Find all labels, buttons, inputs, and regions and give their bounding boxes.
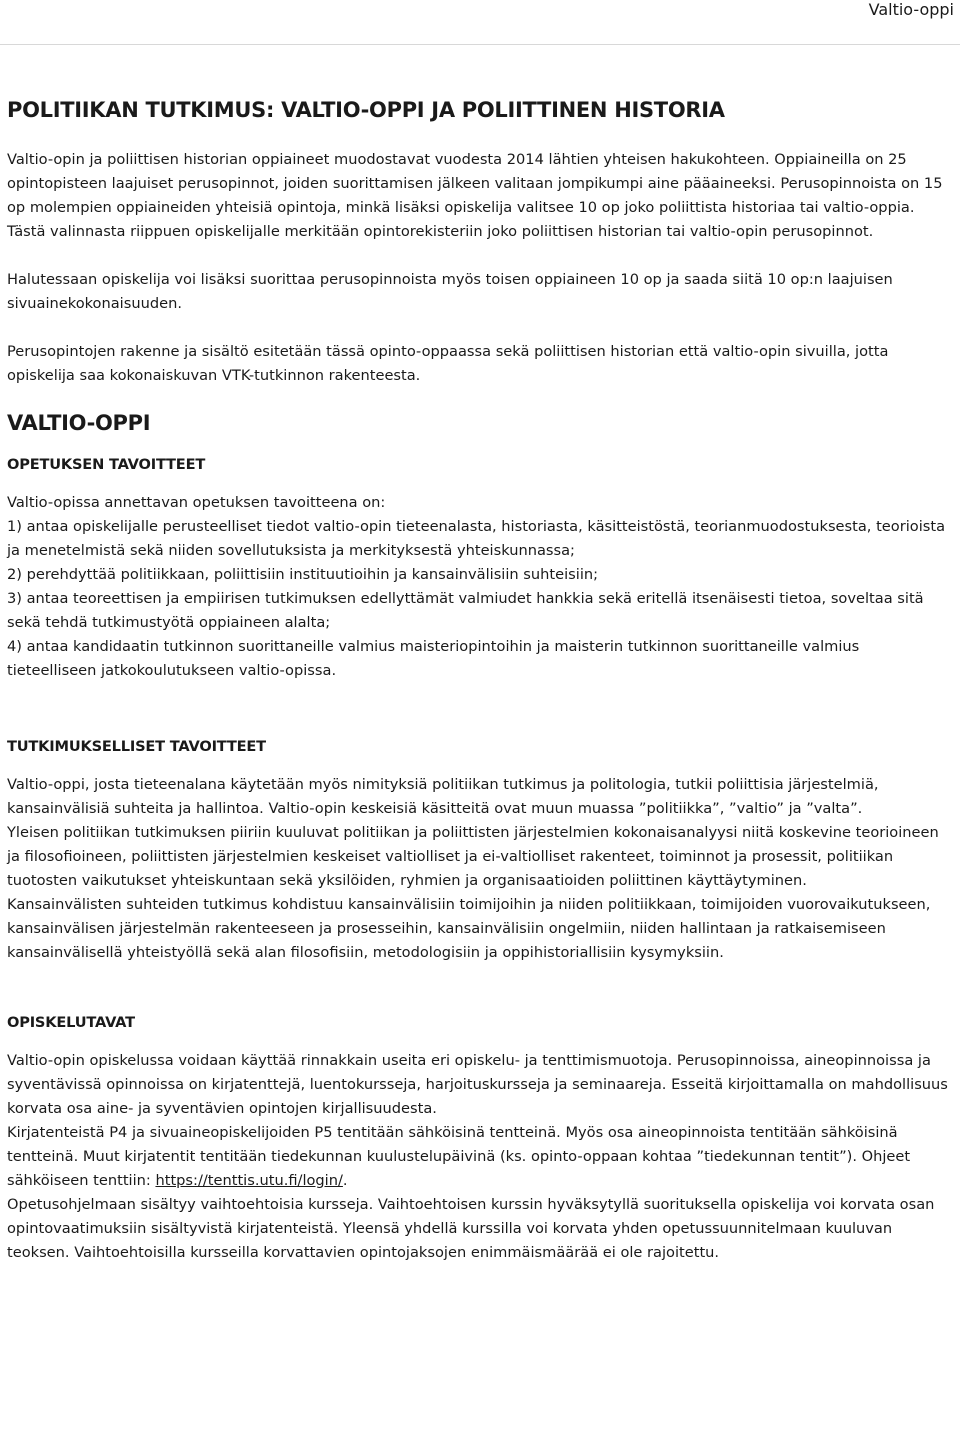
research-heading: TUTKIMUKSELLISET TAVOITTEET [7, 738, 266, 755]
electronic-exam-link[interactable]: https://tenttis.utu.fi/login/ [155, 1172, 343, 1189]
goals-heading: OPETUKSEN TAVOITTEET [7, 456, 206, 473]
goals-item: 3) antaa teoreettisen ja empiirisen tutkimuksen edellyttämät valmiudet hankkia sekä eritellä itsenäisesti tietoa, soveltaa sitä sekä tehdä tutkimustyötä oppiaineen alalta; [7, 590, 924, 631]
page-header [0, 0, 960, 45]
section-title: VALTIO-OPPI [7, 411, 151, 435]
study-paragraph-2 [7, 1121, 952, 1193]
study-paragraph-3: Opetusohjelmaan sisältyy vaihtoehtoisia kursseja. Vaihtoehtoisen kurssin hyväksytyllä suorituksella opiskelija voi korvata osan opintovaatimuksiin sisältyvistä kirjatenteistä. Yleensä yhdellä kurssilla voi korvata yhden opetussuunnitelmaan kuuluvan teoksen. Vaihtoehtoisilla kursseilla korvattavien opintojaksojen enimmäismäärää ei ole rajoitettu. [7, 1196, 935, 1261]
header-title: Valtio-oppi [868, 0, 954, 19]
research-paragraph: Yleisen politiikan tutkimuksen piiriin kuuluvat politiikan ja poliittisten järjestelmien kokonaisanalyysi niitä koskevine teorioineen ja filosofioineen, poliittisten järjestelmien keskeiset valtiolliset ja ei-valtiolliset rakenteet, toiminnot ja prosessit, politiikan tuotosten vaikutukset yhteiskuntaan sekä yksilöiden, ryhmien ja organisaatioiden poliittinen käyttäytyminen. [7, 824, 939, 889]
goals-item: 1) antaa opiskelijalle perusteelliset tiedot valtio-opin tieteenalasta, historiasta, käsitteistöstä, teorianmuodostuksesta, teorioista ja menetelmistä sekä niiden sovellutuksista ja merkityksestä yhteiskunnassa; [7, 518, 946, 559]
document-body [7, 96, 952, 1265]
research-paragraph: Kansainvälisten suhteiden tutkimus kohdistuu kansainvälisiin toimijoihin ja niiden politiikkaan, toimijoiden vuorovaikutukseen, kansainvälisen järjestelmän rakenteeseen ja prosesseihin, kansainvälisiin ongelmiin, niiden hallintaan ja ratkaisemiseen kansainvälisellä yhteistyöllä sekä alan filosofisiin, metodologisiin ja oppihistoriallisiin kysymyksiin. [7, 896, 931, 961]
intro-paragraph-1: Valtio-opin ja poliittisen historian oppiaineet muodostavat vuodesta 2014 lähtien yhteisen hakukohteen. Oppiaineilla on 25 opintopisteen laajuiset perusopinnot, joiden suorittamisen jälkeen valitaan jompikumpi aine pääaineeksi. Perusopinnoista on 15 op molempien oppiaineiden yhteisiä opintoja, minkä lisäksi opiskelija valitsee 10 op joko poliittista historiaa tai valtio-oppia. Tästä valinnasta riippuen opiskelijalle merkitään opintorekisteriin joko poliittisen historian tai valtio-opin perusopinnot. [7, 151, 943, 240]
study-paragraph-2-text: Kirjatenteistä P4 ja sivuaineopiskelijoiden P5 tentitään sähköisinä tentteinä. Myös osa aineopinnoista tentitään sähköisinä tentteinä. Muut kirjatentit tentitään tiedekunnan kuulustelupäivinä (ks. opinto-oppaan kohtaa ”tiedekunnan tentit”). Ohjeet sähköiseen tenttiin: [7, 1124, 911, 1189]
study-paragraph-2-end: . [342, 1172, 348, 1189]
study-heading: OPISKELUTAVAT [7, 1014, 135, 1031]
study-paragraph-1: Valtio-opin opiskelussa voidaan käyttää rinnakkain useita eri opiskelu- ja tenttimismuotoja. Perusopinnoissa, aineopinnoissa ja syventävissä opinnoissa on kirjatenttejä, luentokursseja, harjoituskursseja ja seminaareja. Esseitä kirjoittamalla on mahdollisuus korvata osa aine- ja syventävien opintojen kirjallisuudesta. [7, 1052, 948, 1117]
goals-lead: Valtio-opissa annettavan opetuksen tavoitteena on: [7, 494, 386, 511]
goals-item: 2) perehdyttää politiikkaan, poliittisiin instituutioihin ja kansainvälisiin suhteisiin; [7, 566, 599, 583]
goals-item: 4) antaa kandidaatin tutkinnon suorittaneille valmius maisteriopintoihin ja maisterin tutkinnon suorittaneille valmius tieteelliseen jatkokoulutukseen valtio-opissa. [7, 638, 860, 679]
intro-paragraph-2: Halutessaan opiskelija voi lisäksi suorittaa perusopinnoista myös toisen oppiaineen 10 op ja saada siitä 10 op:n laajuisen sivuainekokonaisuuden. [7, 271, 893, 312]
page-title: POLITIIKAN TUTKIMUS: VALTIO-OPPI JA POLIITTINEN HISTORIA [7, 98, 725, 122]
intro-paragraph-3: Perusopintojen rakenne ja sisältö esitetään tässä opinto-oppaassa sekä poliittisen historian että valtio-opin sivuilla, jotta opiskelija saa kokonaiskuvan VTK-tutkinnon rakenteesta. [7, 343, 889, 384]
research-paragraph: Valtio-oppi, josta tieteenalana käytetään myös nimityksiä politiikan tutkimus ja politologia, tutkii poliittisia järjestelmiä, kansainvälisiä suhteita ja hallintoa. Valtio-opin keskeisiä käsitteitä ovat muun muassa ”politiikka”, ”valtio” ja ”valta”. [7, 776, 879, 817]
